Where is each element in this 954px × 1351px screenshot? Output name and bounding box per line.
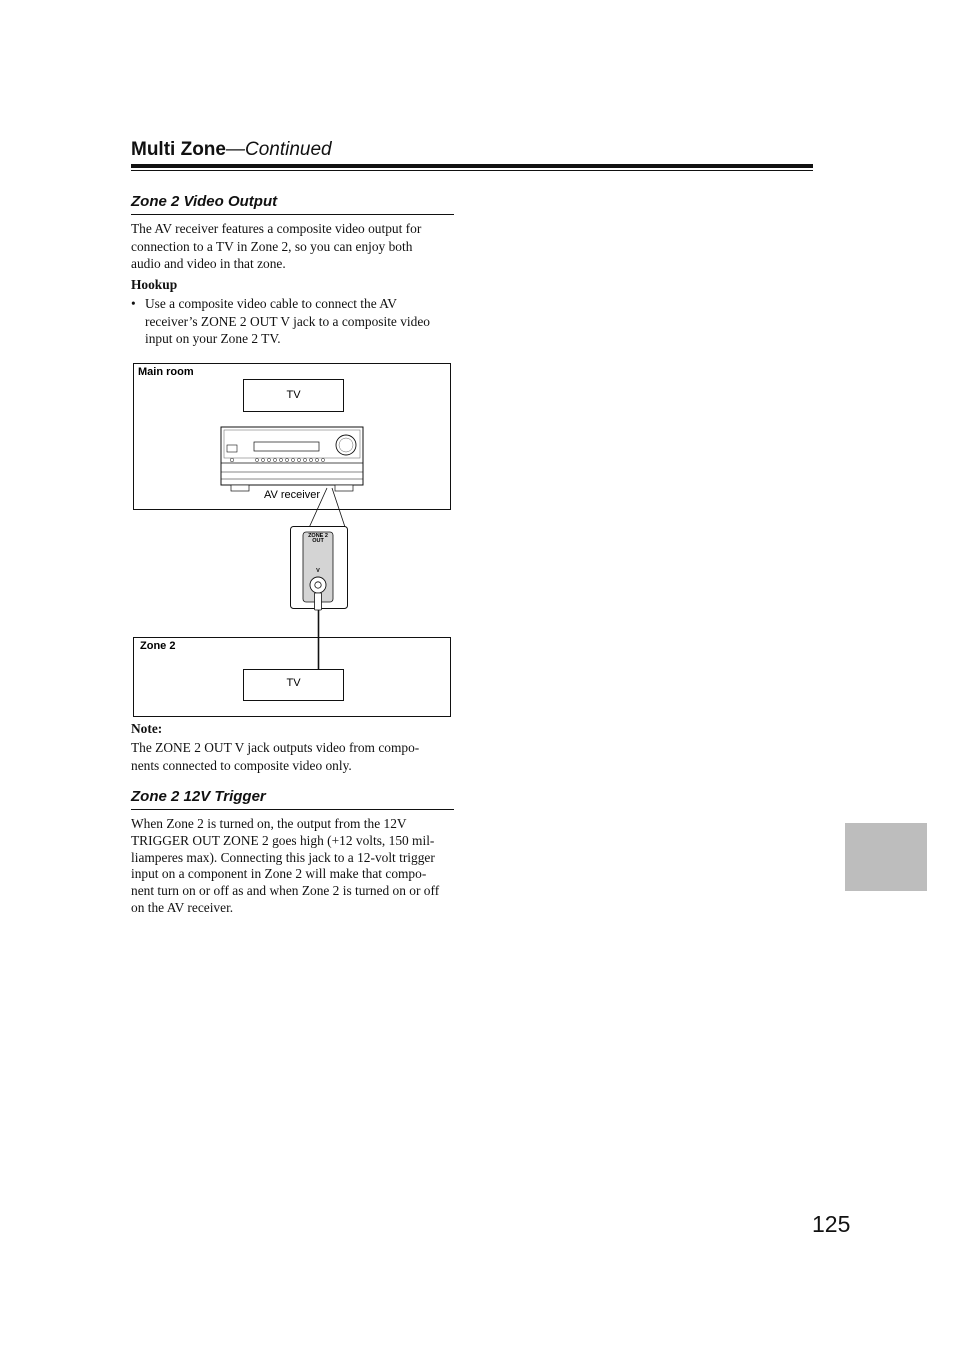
zone2-out-label: ZONE 2	[308, 533, 328, 539]
header-rule-thin	[131, 170, 813, 171]
bullet-marker: •	[131, 296, 136, 311]
section-heading-zone2-video-output: Zone 2 Video Output	[131, 193, 454, 215]
zone2-label: Zone 2	[140, 640, 176, 652]
intro-line: The AV receiver features a composite video output for	[131, 221, 422, 236]
bullet-line: receiver’s ZONE 2 OUT V jack to a composite video	[145, 313, 430, 329]
trigger-line: liamperes max). Connecting this jack to a 12-volt trigger	[131, 849, 435, 865]
hookup-bullet	[131, 295, 455, 348]
rca-plug-icon	[315, 593, 322, 610]
zone2-out-panel	[291, 527, 348, 611]
tv-top-label: TV	[286, 389, 301, 401]
trigger-paragraph	[131, 816, 456, 917]
intro-paragraph	[131, 220, 456, 273]
trigger-line: TRIGGER OUT ZONE 2 goes high (+12 volts, 150 mil-	[131, 832, 435, 848]
hookup-label: Hookup	[131, 277, 178, 292]
tv-bottom-label: TV	[286, 677, 301, 689]
page-header-title	[131, 139, 332, 161]
trigger-line: input on a component in Zone 2 will make that compo-	[131, 866, 427, 882]
trigger-line: nent turn on or off as and when Zone 2 is turned on or off	[131, 883, 440, 899]
v-jack-label: V	[316, 568, 320, 574]
intro-line: connection to a TV in Zone 2, so you can enjoy both	[131, 238, 413, 254]
note-label: Note:	[131, 721, 163, 736]
header-rule	[131, 164, 813, 168]
bullet-line: input on your Zone 2 TV.	[145, 331, 281, 347]
zone2-hookup-diagram	[120, 355, 465, 725]
chapter-side-tab	[845, 823, 927, 891]
bullet-line: Use a composite video cable to connect the AV	[145, 296, 397, 311]
bullet-text	[131, 295, 455, 348]
av-receiver-illustration	[221, 427, 363, 491]
intro-line: audio and video in that zone.	[131, 256, 286, 272]
trigger-line: When Zone 2 is turned on, the output from the 12V	[131, 816, 407, 831]
av-receiver-label: AV receiver	[263, 489, 321, 501]
note-paragraph	[131, 739, 456, 774]
note-line: nents connected to composite video only.	[131, 757, 352, 773]
section-heading-zone2-trigger: Zone 2 12V Trigger	[131, 788, 454, 810]
zone2-out-label-2: OUT	[312, 538, 324, 544]
main-room-label: Main room	[138, 366, 194, 378]
note-line: The ZONE 2 OUT V jack outputs video from compo-	[131, 740, 420, 755]
page-number: 125	[812, 1211, 851, 1237]
header-title-text: Multi Zone	[131, 139, 226, 160]
trigger-line: on the AV receiver.	[131, 899, 234, 915]
header-continued-text: —Continued	[225, 139, 332, 160]
